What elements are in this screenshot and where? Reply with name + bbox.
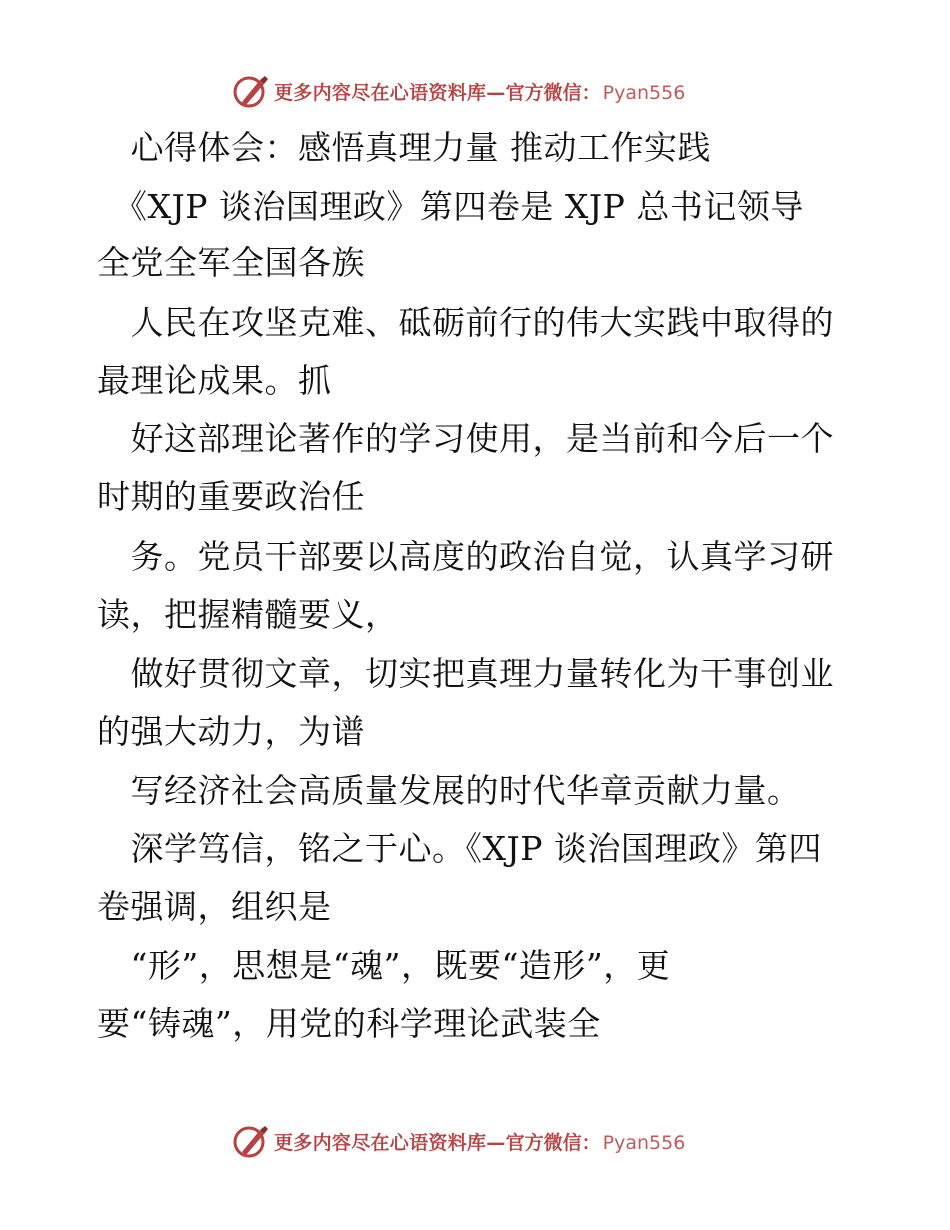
- watermark-wechat: [506, 1128, 686, 1155]
- watermark-wechat-id: Pyan556: [602, 81, 686, 104]
- text-line: 人民在攻坚克难、砥砺前行的伟大实践中取得的: [97, 303, 834, 342]
- text-line: 时期的重要政治任: [97, 477, 365, 516]
- watermark-text: 更多内容尽在心语资料库—: [274, 1131, 506, 1154]
- watermark-text: 更多内容尽在心语资料库—: [274, 81, 506, 104]
- text-line: 务。党员干部要以高度的政治自觉，认真学习研: [97, 537, 834, 576]
- text-line: 卷强调，组织是: [97, 887, 332, 926]
- pen-nib-circle-icon: [232, 1122, 270, 1160]
- text-line: 好这部理论著作的学习使用，是当前和今后一个: [97, 419, 834, 458]
- document-title: 心得体会：感悟真理力量 推动工作实践: [97, 128, 711, 167]
- text-line: “形”，思想是“魂”，既要“造形”，更: [97, 946, 671, 985]
- text-line: 《XJP 谈治国理政》第四卷是 XJP 总书记领导: [97, 187, 804, 226]
- watermark-wechat: [506, 78, 686, 105]
- text-line: 深学笃信，铭之于心。《XJP 谈治国理政》第四: [97, 829, 822, 868]
- text-line: 的强大动力，为谱: [97, 712, 365, 751]
- text-line: 写经济社会高质量发展的时代华章贡献力量。: [97, 771, 801, 810]
- footer-watermark: [232, 1121, 685, 1161]
- text-line: 全党全军全国各族: [97, 243, 365, 282]
- watermark-wechat-label: 官方微信：: [505, 81, 601, 104]
- header-watermark: [232, 71, 685, 111]
- pen-nib-circle-icon: [232, 72, 270, 110]
- watermark-wechat-id: Pyan556: [602, 1131, 686, 1154]
- text-line: 读，把握精髓要义，: [97, 595, 399, 634]
- text-line: 要“铸魂”，用党的科学理论武装全: [97, 1004, 601, 1043]
- text-line: 做好贯彻文章，切实把真理力量转化为干事创业: [97, 654, 834, 693]
- watermark-wechat-label: 官方微信：: [505, 1131, 601, 1154]
- text-line: 最理论成果。抓: [97, 361, 332, 400]
